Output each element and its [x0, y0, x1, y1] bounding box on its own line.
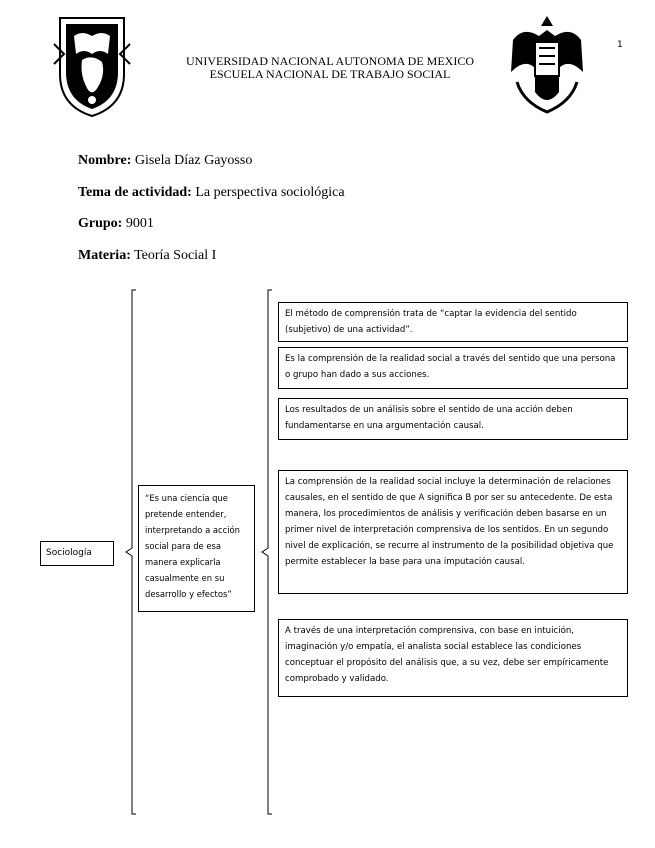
field-materia — [78, 248, 216, 264]
field-grupo — [78, 216, 154, 232]
university-name: UNIVERSIDAD NACIONAL AUTONOMA DE MEXICO — [186, 54, 474, 68]
field-label: Nombre: — [78, 153, 132, 168]
field-nombre — [78, 153, 252, 169]
field-label: Materia: — [78, 248, 131, 263]
page-number: 1 — [617, 40, 623, 50]
right-bracket — [258, 288, 278, 818]
field-value: Gisela Díaz Gayosso — [134, 153, 253, 168]
field-value: La perspectiva sociológica — [195, 185, 345, 200]
field-value: Teoría Social I — [134, 248, 217, 263]
definition-box: “Es una ciencia que pretende entender, interpretando a acción social para de esa manera explicarla casualmente en su desarrollo y efectos” — [138, 485, 255, 612]
field-tema — [78, 185, 345, 201]
field-label: Tema de actividad: — [78, 185, 192, 200]
root-box-sociologia: Sociología — [40, 541, 114, 566]
unam-crest-icon — [52, 14, 132, 118]
field-label: Grupo: — [78, 216, 123, 231]
school-name: ESCUELA NACIONAL DE TRABAJO SOCIAL — [209, 67, 451, 81]
concept-box-2: Es la comprensión de la realidad social a través del sentido que una persona o grupo han dado a sus acciones. — [278, 347, 628, 389]
concept-box-3: Los resultados de un análisis sobre el sentido de una acción deben fundamentarse en una argumentación causal. — [278, 398, 628, 440]
concept-box-1: El método de comprensión trata de “captar la evidencia del sentido (subjetivo) de una actividad”. — [278, 302, 628, 342]
concept-box-4: La comprensión de la realidad social incluye la determinación de relaciones causales, en el sentido de que A significa B por ser su antecedente. De esta manera, los procedimientos de análisis y verificación deben basarse en un primer nivel de interpretación comprensiva de los sentidos. En un segundo nivel de explicación, se recurre al instrumento de la posibilidad objetiva que permite establecer la base para una imputación causal. — [278, 470, 628, 594]
eagle-crest-icon — [503, 12, 591, 116]
header-title — [160, 55, 500, 81]
field-value: 9001 — [125, 216, 154, 231]
concept-box-5: A través de una interpretación comprensiva, con base en intuición, imaginación y/o empatía, el analista social establece las condiciones conceptuar el propósito del análisis que, a su vez, debe ser empíricamente comprobado y validado. — [278, 619, 628, 697]
